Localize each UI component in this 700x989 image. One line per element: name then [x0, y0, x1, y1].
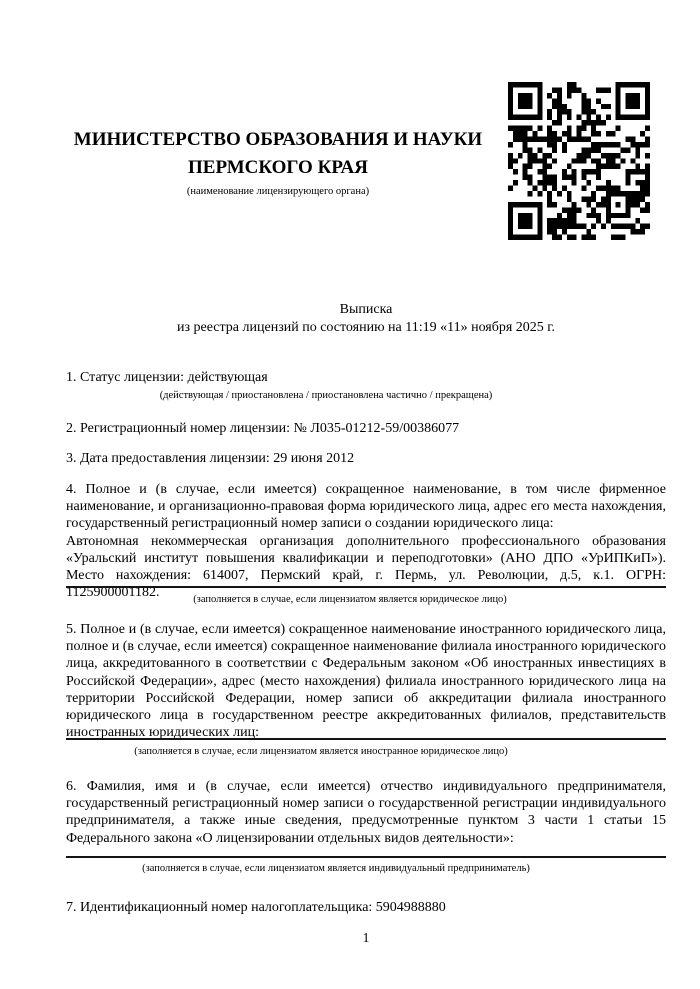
license-registration-number: 2. Регистрационный номер лицензии: № Л035-01212-59/00386077	[66, 421, 460, 436]
entrepreneur-description: 6. Фамилия, имя и (в случае, если имеется) отчество индивидуального предпринимателя, государственный регистрационный номер записи о государственной регистрации индивидуального предпринимателя, а также иные сведения, предусмотренные пунктом 3 части 1 статьи 15 Федерального закона «О лицензировании отдельных видов деятельности»:	[66, 779, 666, 846]
page-number: 1	[362, 930, 370, 945]
foreign-entity-caption: (заполняется в случае, если лицензиатом является иностранное юридическое лицо)	[134, 746, 508, 757]
legal-entity-description: 4. Полное и (в случае, если имеется) сокращенное наименование, в том числе фирменное наименование, и организационно-правовая форма юридического лица, адрес его места нахождения, государственный регистрационный номер записи о создании юридического лица:	[66, 482, 666, 532]
legal-entity-section	[66, 481, 666, 601]
entrepreneur-section	[66, 778, 666, 847]
legal-entity-caption: (заполняется в случае, если лицензиатом является юридическое лицо)	[193, 594, 507, 605]
foreign-entity-description: 5. Полное и (в случае, если имеется) сокращенное наименование иностранного юридического лица, полное и (в случае, если имеется) сокращенное наименование филиала иностранного юридического лица, аккредитованного в соответствии с Федеральным законом «Об иностранных инвестициях в Российской Федерации», адрес (место нахождения) филиала иностранного юридического лица на территории Российской Федерации, номер записи об аккредитации филиала иностранного юридического лица в государственном реестре аккредитованных филиалов, представительств иностранных юридических лиц:	[66, 622, 666, 741]
licensing-authority-block	[66, 126, 490, 198]
license-grant-date: 3. Дата предоставления лицензии: 29 июня 2012	[66, 451, 355, 466]
license-status: 1. Статус лицензии: действующая	[66, 370, 268, 385]
document-title-line2: из реестра лицензий по состоянию на 11:19 «11» ноября 2025 г.	[177, 320, 555, 335]
taxpayer-id: 7. Идентификационный номер налогоплательщика: 5904988880	[66, 900, 446, 915]
license-status-caption: (действующая / приостановлена / приостановлена частично / прекращена)	[159, 390, 493, 401]
foreign-entity-divider	[66, 738, 666, 740]
qr-code-icon	[508, 82, 650, 240]
entrepreneur-caption: (заполняется в случае, если лицензиатом является индивидуальный предприниматель)	[142, 863, 530, 874]
entrepreneur-divider	[66, 856, 666, 858]
legal-entity-value: Автономная некоммерческая организация дополнительного профессионального образования «Уральский институт повышения квалификации и переподготовки» (АНО ДПО «УрИПКиП»). Место нахождения: 614007, Пермский край, г. Пермь, ул. Революции, д.5, к.1. ОГРН: 1125900001182.	[66, 533, 666, 601]
document-title-line1: Выписка	[339, 302, 393, 317]
ministry-name-line1: МИНИСТЕРСТВО ОБРАЗОВАНИЯ И НАУКИ	[73, 129, 483, 150]
foreign-entity-section	[66, 621, 666, 741]
ministry-name-line2: ПЕРМСКОГО КРАЯ	[188, 157, 368, 178]
document-title	[66, 301, 666, 337]
licensing-authority-caption: (наименование лицензирующего органа)	[186, 186, 370, 197]
legal-entity-divider	[66, 586, 666, 588]
